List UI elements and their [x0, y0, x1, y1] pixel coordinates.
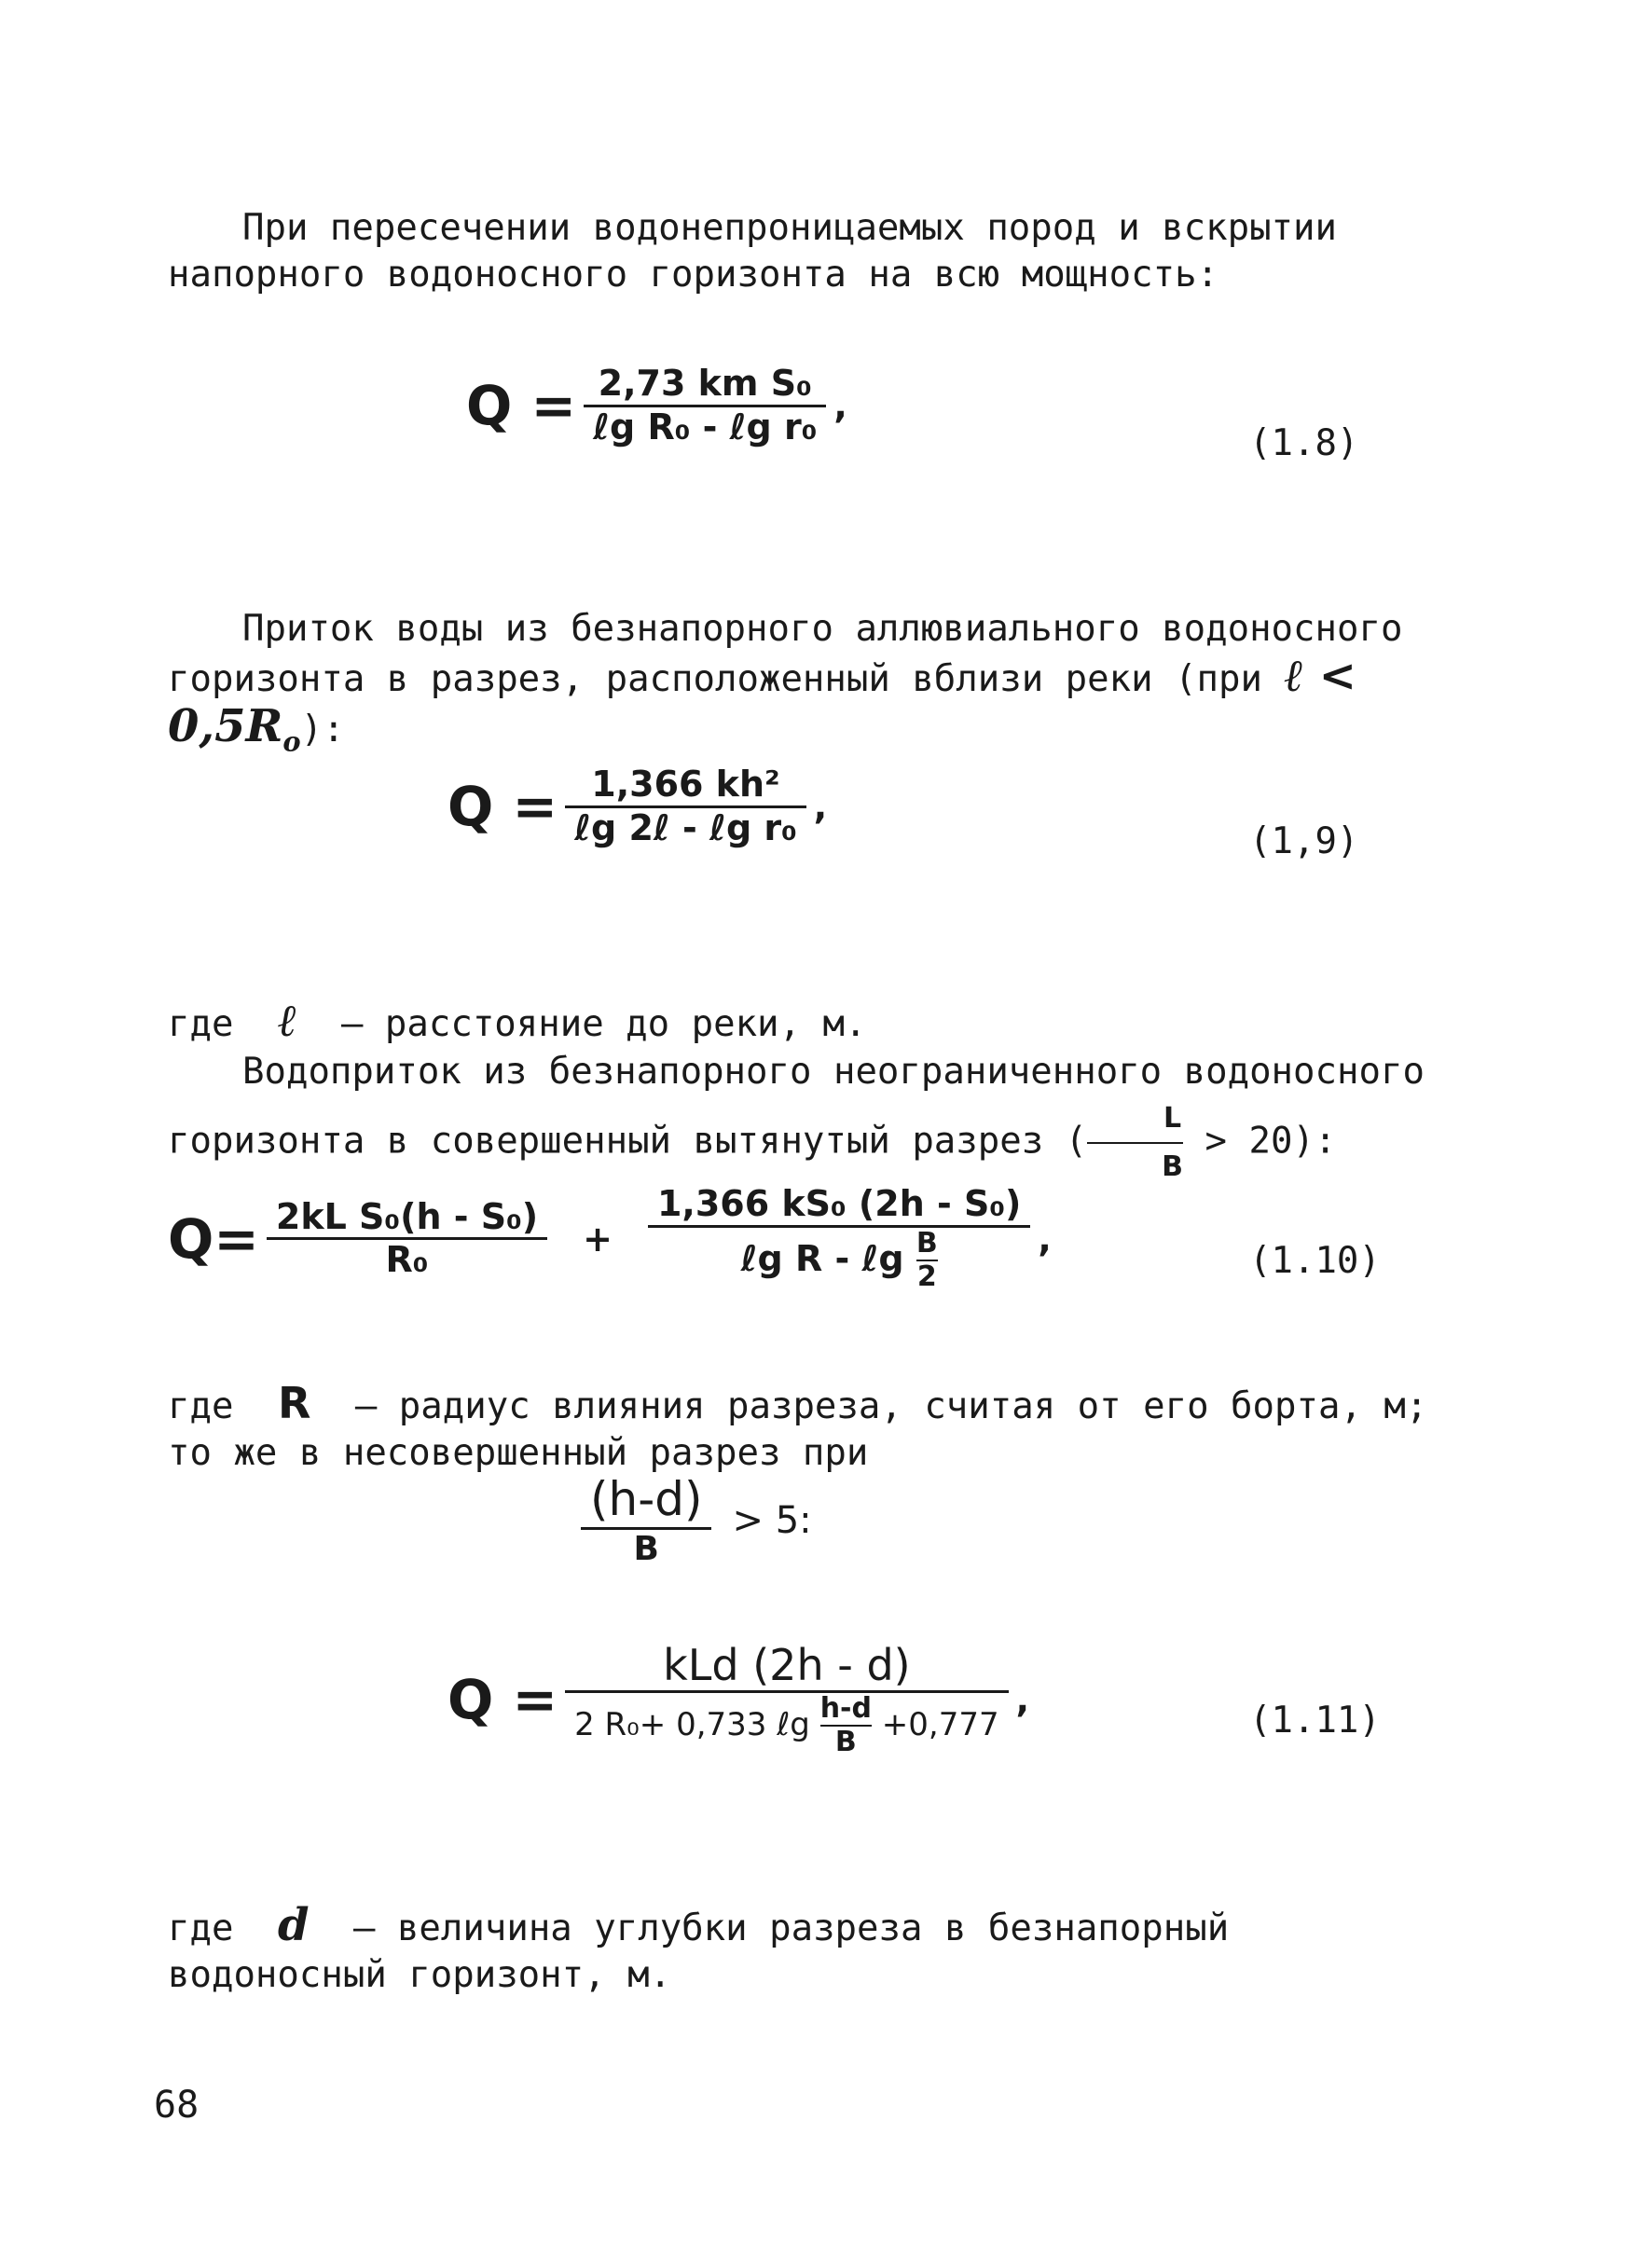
- condition-subscript: o: [282, 725, 301, 758]
- where-prefix: где: [168, 1385, 234, 1427]
- inner-den: 2: [916, 1260, 937, 1294]
- formula-1-8: [466, 364, 847, 447]
- page-number: 68: [154, 2084, 200, 2127]
- fraction: [565, 764, 806, 848]
- inner-den: B: [834, 1726, 857, 1759]
- fraction-term2: [648, 1184, 1030, 1294]
- fraction: [565, 1641, 1009, 1759]
- formula-comma: ,: [1038, 1218, 1052, 1260]
- paragraph-end: > 20):: [1183, 1120, 1337, 1163]
- numerator: 1,366 kS₀ (2h - S₀): [656, 1183, 1022, 1224]
- equation-number-1-9: (1,9): [1249, 820, 1359, 862]
- paragraph-end: ):: [300, 709, 345, 750]
- formula-lhs: Q =: [466, 374, 577, 438]
- symbol-l: ℓ: [277, 995, 297, 1047]
- denominator-text-end: +0,777: [881, 1705, 999, 1743]
- inner-fraction: [916, 1228, 938, 1294]
- plus-sign: +: [583, 1218, 613, 1260]
- where-prefix: где: [168, 1003, 234, 1045]
- numerator: (h-d): [590, 1472, 703, 1526]
- definition-d: [168, 1899, 1464, 1999]
- inner-num: B: [915, 1226, 938, 1260]
- numerator: 1,366 kh²: [591, 764, 780, 805]
- numerator: 2,73 km S₀: [598, 363, 812, 404]
- formula-lhs: Q=: [168, 1206, 259, 1271]
- formula-comma: ,: [833, 385, 847, 427]
- formula-1-9: [447, 764, 827, 848]
- formula-lhs: Q =: [447, 775, 558, 839]
- ratio-fraction: [1087, 1095, 1183, 1191]
- equation-number-1-11: (1.11): [1249, 1700, 1381, 1742]
- formula-lhs: Q =: [447, 1668, 558, 1732]
- denominator: B: [633, 1529, 659, 1568]
- paragraph-alluvial-inflow: [168, 606, 1464, 765]
- equation-number-1-10: (1.10): [1249, 1240, 1381, 1282]
- definition-text: – радиус влияния разреза, считая от его борта, м; то же в несовершенный разрез при: [168, 1385, 1428, 1474]
- denominator: [732, 1228, 947, 1294]
- paragraph-intro-confined: При пересечении водонепроницаемых пород и вскрытии напорного водоносного горизонта на всю мощность:: [168, 207, 1337, 296]
- fraction: [584, 364, 826, 447]
- denominator: [565, 1693, 1009, 1759]
- paragraph-unconfined-inflow: [168, 1049, 1464, 1191]
- symbol-R: R: [277, 1378, 311, 1428]
- denominator-text: 2 R₀+ 0,733 ℓg: [574, 1705, 810, 1743]
- ratio-num: L: [1163, 1102, 1182, 1135]
- fraction-term1: [267, 1197, 547, 1281]
- inner-num: h-d: [819, 1691, 872, 1725]
- paragraph-text: Приток воды из безнапорного аллювиального водоносного горизонта в разрез, расположенный вблизи реки (при: [168, 608, 1403, 700]
- definition-text: – величина углубки разреза в безнапорный водоносный горизонт, м.: [168, 1907, 1230, 1996]
- denominator: ℓg R₀ - ℓg r₀: [593, 406, 818, 447]
- definition-r: [168, 1380, 1464, 1477]
- symbol-d: d: [277, 1899, 310, 1951]
- condition-text: ℓ < 0,5R: [168, 650, 1356, 752]
- definition-text: – расстояние до реки, м.: [340, 1003, 867, 1045]
- numerator: 2kL S₀(h - S₀): [275, 1195, 539, 1237]
- fraction: [581, 1473, 711, 1568]
- condition-relation: > 5:: [732, 1498, 812, 1542]
- paragraph-text: Водоприток из безнапорного неограниченного водоносного горизонта в совершенный вытянутый разрез (: [168, 1051, 1425, 1163]
- ratio-den: B: [1162, 1150, 1184, 1183]
- numerator: kLd (2h - d): [663, 1640, 911, 1690]
- formula-comma: ,: [813, 786, 828, 828]
- inner-fraction: [820, 1693, 872, 1759]
- where-prefix: где: [168, 1907, 234, 1949]
- equation-number-1-8: (1.8): [1249, 422, 1359, 464]
- formula-1-10: [168, 1184, 1052, 1294]
- definition-l: [168, 995, 1464, 1048]
- condition-formula: [573, 1473, 812, 1568]
- formula-comma: ,: [1015, 1679, 1030, 1721]
- denominator: ℓg 2ℓ - ℓg r₀: [574, 806, 797, 848]
- formula-1-11: [447, 1641, 1029, 1759]
- denominator: R₀: [385, 1239, 429, 1281]
- denominator-text: ℓg R - ℓg: [740, 1237, 904, 1279]
